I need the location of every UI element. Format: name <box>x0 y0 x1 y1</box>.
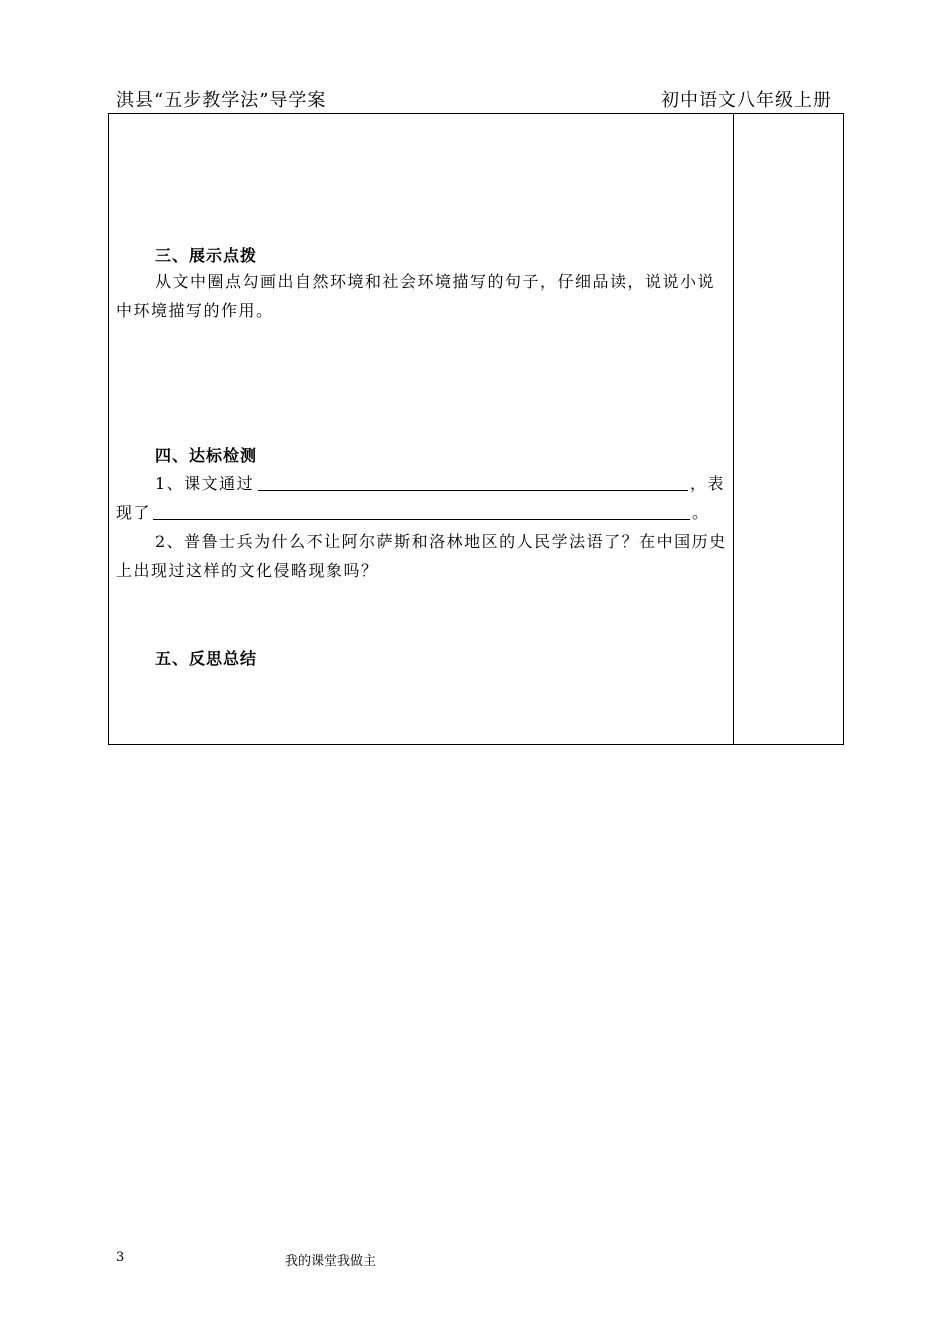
section-5-heading: 五、反思总结 <box>155 649 258 668</box>
question-2: 2、普鲁士兵为什么不让阿尔萨斯和洛林地区的人民学法语了？在中国历史上出现过这样的文化侵略现象吗？ <box>116 532 727 580</box>
question-1-blank-2[interactable] <box>153 519 690 520</box>
section-3-paragraph: 从文中圈点勾画出自然环境和社会环境描写的句子，仔细品读，说说小说中环境描写的作用。 <box>116 272 716 320</box>
question-1-prefix: 1、课文通过 <box>155 474 255 493</box>
question-1-mid: ，表 <box>690 474 726 493</box>
section-4-heading: 四、达标检测 <box>155 446 258 465</box>
question-1-line2-prefix: 现了 <box>116 503 152 522</box>
section-3-heading: 三、展示点拨 <box>155 246 258 265</box>
footer-motto: 我的课堂我做主 <box>285 1254 377 1269</box>
page-number: 3 <box>116 1250 125 1265</box>
header-subject: 初中语文八年级上册 <box>661 90 832 111</box>
header-title: 淇县“五步教学法”导学案 <box>116 90 327 111</box>
notes-column-divider <box>733 113 734 745</box>
question-1-end: 。 <box>692 503 710 522</box>
question-1-blank-1[interactable] <box>258 490 688 491</box>
